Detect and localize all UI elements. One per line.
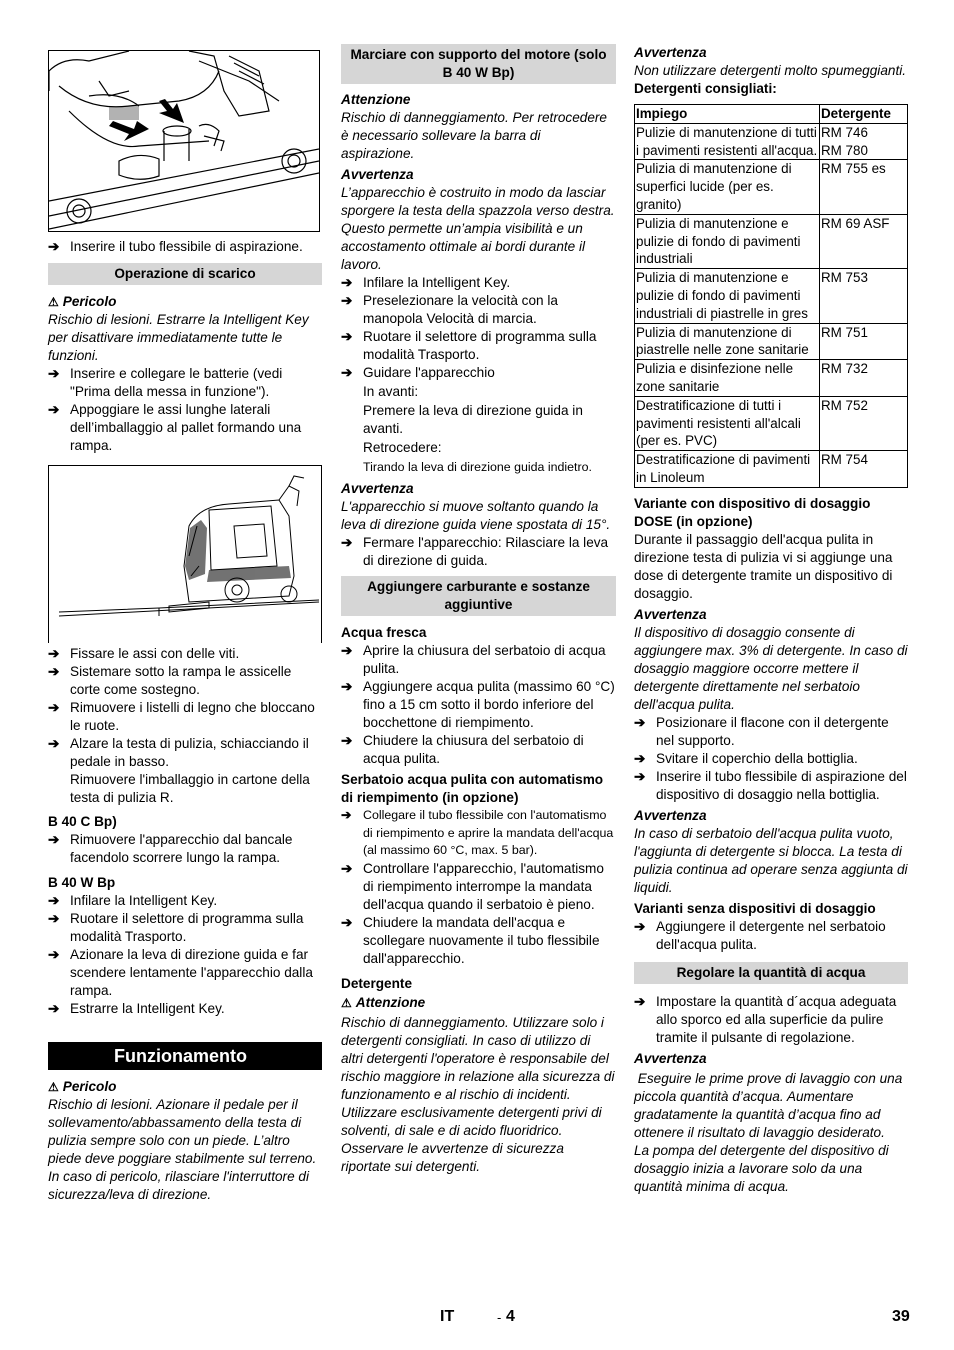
notice-text: Non utilizzare detergenti molto spumeggianti.: [634, 63, 907, 78]
step-b40w-key: ➔ Infilare la Intelligent Key.: [48, 893, 218, 908]
table-row: [635, 360, 908, 397]
cell-use: Pulizia di manutenzione di superfici lucide (per es. granito): [635, 160, 820, 214]
cell-detergent: RM 752: [820, 396, 908, 450]
step-program-selector: ➔ Ruotare il selettore di programma sulla modalità Trasporto.: [341, 329, 597, 362]
heading-water-quantity: Regolare la quantità di acqua: [634, 962, 908, 984]
notice4-text2: La pompa del detergente del dispositivo di dosaggio inizia a lavorare solo da una quantità minima di acqua.: [634, 1142, 889, 1194]
arrow-right-icon: ➔: [341, 329, 353, 344]
warning-triangle-icon: ⚠: [48, 295, 59, 309]
cell-detergent: RM 751: [820, 323, 908, 360]
page-number: 39: [892, 1308, 910, 1325]
arrow-right-icon: ➔: [341, 643, 353, 658]
footer-section-page: 4: [506, 1308, 515, 1325]
attention-text: Rischio di danneggiamento. Per retrocedere è necessario sollevare la barra di aspirazione.: [341, 110, 607, 161]
table-body: [635, 123, 908, 487]
arrow-right-icon: ➔: [48, 700, 60, 715]
notice2-text: L'apparecchio si muove soltanto quando la leva di direzione guida viene spostata di 15°.: [341, 499, 611, 532]
cell-detergent: RM 753: [820, 269, 908, 323]
heading-b40w: B 40 W Bp: [48, 875, 116, 890]
arrow-right-icon: ➔: [48, 893, 60, 908]
danger2-text: Rischio di lesioni. Azionare il pedale per il sollevamento/abbassamento della testa di pulizia sempre solo con un piede. L’altro piede deve poggiare stabilmente sul terreno.: [48, 1097, 317, 1166]
notice2-label: Avvertenza: [341, 481, 414, 496]
arrow-right-icon: ➔: [341, 275, 353, 290]
step-b40w-remove-key: ➔ Estrarre la Intelligent Key.: [48, 1001, 225, 1016]
warning-triangle-icon: ⚠: [48, 1080, 59, 1094]
forward-label: In avanti:: [363, 384, 419, 399]
danger2-label-line: ⚠ Pericolo: [48, 1079, 117, 1094]
arrow-right-icon: ➔: [341, 535, 353, 550]
arrow-right-icon: ➔: [48, 239, 60, 254]
dose-text: Durante il passaggio dell'acqua pulita in direzione testa di pulizia vi si aggiunge una dose di detergente tramite un dispositivo di dosaggio.: [634, 531, 893, 601]
step-short-boards: ➔ Sistemare sotto la rampa le assicelle corte come sostegno.: [48, 664, 292, 697]
figure-suction-hose: [48, 50, 320, 232]
step-close-tank: ➔ Chiudere la chiusura del serbatoio di acqua pulita.: [341, 733, 584, 766]
heading-fresh-water: Acqua fresca: [341, 625, 427, 640]
notice-label: Avvertenza: [341, 167, 414, 182]
heading-b40c: B 40 C Bp): [48, 814, 117, 829]
attention2-text: Rischio di danneggiamento. Utilizzare solo i detergenti consigliati. In caso di utilizzo di altri detergenti l'operatore è responsabile del rischio maggiore in relazione alla sicurezza di funzionamento e al rischio di incidenti.: [341, 1014, 615, 1102]
cell-detergent: RM 755 es: [820, 160, 908, 214]
step-check-device: ➔ Controllare l'apparecchio, l'automatismo di riempimento interrompe la mandata dell'acqua quando il serbatoio è pieno.: [341, 860, 604, 912]
cell-use: Pulizie di manutenzione di tutti i pavimenti resistenti all'acqua.: [635, 123, 820, 160]
danger2-text2: In caso di pericolo, rilasciare l'interruttore di sicurezza/leva di direzione.: [48, 1169, 309, 1202]
step-insert-dose-hose: ➔ Inserire il tubo flessibile di aspirazione del dispositivo di dosaggio nella bottiglia.: [634, 768, 907, 802]
forward-text: Premere la leva di direzione guida in avanti.: [363, 403, 583, 436]
step-batteries: ➔ Inserire e collegare le batterie (vedi "Prima della messa in funzione").: [48, 366, 283, 399]
arrow-right-icon: ➔: [48, 736, 60, 751]
column-3: [634, 44, 908, 1196]
cell-use: Pulizia di manutenzione di piastrelle nelle zone sanitarie: [635, 323, 820, 360]
attention2-text3: Osservare le avvertenze di sicurezza riportate sui detergenti.: [341, 1140, 564, 1174]
cell-use: Destratificazione di tutti i pavimenti resistenti all'alcali (per es. PVC): [635, 396, 820, 450]
cell-use: Destratificazione di pavimenti in Linoleum: [635, 451, 820, 488]
cell-detergent: RM 69 ASF: [820, 214, 908, 268]
suction-hose-illustration: [49, 51, 319, 231]
arrow-right-icon: ➔: [341, 679, 353, 694]
reverse-text: Tirando la leva di direzione guida indietro.: [363, 460, 592, 474]
step-set-water: ➔ Impostare la quantità d´acqua adeguata allo sporco ed alla superficie da pulire tramite il pulsante di regolazione.: [634, 993, 897, 1045]
table-row: [635, 123, 908, 160]
heading-recommended: Detergenti consigliati:: [634, 81, 777, 96]
step-position-bottle: ➔ Posizionare il flacone con il detergente nel supporto.: [634, 714, 889, 748]
heading-no-dose: Varianti senza dispositivi di dosaggio: [634, 900, 876, 916]
footer-dash: -: [497, 1310, 502, 1325]
cell-detergent: RM 732: [820, 360, 908, 397]
arrow-right-icon: ➔: [341, 365, 353, 380]
heading-detergent: Detergente: [341, 975, 413, 991]
step-connect-hose: ➔ Collegare il tubo flessibile con l'automatismo di riempimento e aprire la mandata dell'acqua (al massimo 60 °C, max. 5 bar).: [341, 808, 614, 857]
column-1: [48, 44, 322, 1204]
step-insert-key: ➔ Infilare la Intelligent Key.: [341, 275, 511, 290]
arrow-right-icon: ➔: [48, 646, 60, 661]
notice3-label: Avvertenza: [634, 807, 707, 823]
detergent-table: [634, 104, 908, 488]
cell-detergent: RM 754: [820, 451, 908, 488]
step-insert-hose: ➔ Inserire il tubo flessibile di aspirazione.: [48, 239, 303, 254]
cell-use: Pulizia di manutenzione e pulizie di fondo di pavimenti industriali di piastrelle in gres: [635, 269, 820, 323]
step-b40w-lever: ➔ Azionare la leva di direzione guida e far scendere lentamente l'apparecchio dalla rampa.: [48, 947, 313, 998]
arrow-right-icon: ➔: [48, 1001, 60, 1016]
attention-label: Attenzione: [341, 92, 411, 107]
arrow-right-icon: ➔: [341, 733, 353, 748]
arrow-right-icon: ➔: [341, 860, 353, 876]
arrow-right-icon: ➔: [341, 808, 352, 822]
notice3-text: In caso di serbatoio dell'acqua pulita vuoto, l'aggiunta di detergente si blocca. La testa di pulizia continua ad operare senza aggiunta di liquidi.: [634, 825, 908, 895]
column-header-use: Impiego: [635, 105, 820, 124]
cell-use: Pulizia di manutenzione e pulizie di fondo di pavimenti industriali: [635, 214, 820, 268]
heading-motor-support: Marciare con supporto del motore (solo B 40 W Bp): [341, 44, 616, 84]
cell-use: Pulizia e disinfezione nelle zone sanitarie: [635, 360, 820, 397]
notice4-label: Avvertenza: [634, 1050, 707, 1066]
notice4-text: Eseguire le prime prove di lavaggio con una piccola quantità d’acqua. Aumentare gradatamente la quantità d’acqua fino ad ottenere il risultato di lavaggio desiderato.: [634, 1070, 907, 1140]
step-remove-cardboard: Rimuovere l'imballaggio in cartone della testa di pulizia R.: [70, 772, 310, 805]
step-close-supply: ➔ Chiudere la mandata dell'acqua e scollegare nuovamente il tubo flessibile dall'apparecchio.: [341, 914, 600, 966]
step-drive: ➔ Guidare l'apparecchio: [341, 365, 495, 380]
attention2-label-line: ⚠ Attenzione: [341, 994, 426, 1010]
table-row: [635, 451, 908, 488]
machine-on-ramp-illustration: [49, 466, 321, 642]
arrow-right-icon: ➔: [48, 947, 60, 962]
step-raise-head: ➔ Alzare la testa di pulizia, schiacciando il pedale in basso.: [48, 736, 309, 769]
arrow-right-icon: ➔: [48, 664, 60, 679]
column-2: [341, 44, 616, 1176]
notice-text: L’apparecchio è costruito in modo da lasciar sporgere la testa della spazzola verso destra. Questo permette un’ampia visibilità e un accostamento ottimale ai bordi durante il lavoro.: [341, 185, 615, 272]
heading-dose: Variante con dispositivo di dosaggio DOSE (in opzione): [634, 495, 871, 529]
arrow-right-icon: ➔: [341, 914, 353, 930]
arrow-right-icon: ➔: [48, 402, 60, 417]
table-row: [635, 160, 908, 214]
notice-label: Avvertenza: [634, 45, 707, 60]
notice2-text: Il dispositivo di dosaggio consente di aggiungere max. 3% di detergente. In caso di dosaggio maggiore occorre mettere il detergente direttamente nel serbatoio dell'acqua pulita.: [634, 624, 908, 712]
cell-detergent: RM 746 RM 780: [820, 123, 908, 160]
footer-language: IT: [440, 1308, 455, 1325]
step-add-water: ➔ Aggiungere acqua pulita (massimo 60 °C) fino a 15 cm sotto il bordo inferiore del bocchettone di riempimento.: [341, 679, 615, 730]
figure-machine-ramp: [48, 465, 322, 643]
step-open-tank: ➔ Aprire la chiusura del serbatoio di acqua pulita.: [341, 643, 606, 676]
danger-label-line: ⚠ Pericolo: [48, 294, 117, 309]
arrow-right-icon: ➔: [634, 993, 646, 1009]
heading-discharge: Operazione di scarico: [48, 263, 322, 285]
table-row: [635, 323, 908, 360]
arrow-right-icon: ➔: [634, 714, 646, 730]
arrow-right-icon: ➔: [48, 832, 60, 847]
step-add-detergent: ➔ Aggiungere il detergente nel serbatoio dell'acqua pulita.: [634, 918, 886, 952]
arrow-right-icon: ➔: [634, 918, 646, 934]
table-row: [635, 214, 908, 268]
heading-operation: Funzionamento: [48, 1042, 322, 1070]
step-stop: ➔ Fermare l'apparecchio: Rilasciare la leva di direzione di guida.: [341, 535, 609, 568]
attention2-text2: Utilizzare esclusivamente detergenti privi di solventi, di sale e di acido fluoridrico.: [341, 1104, 602, 1138]
arrow-right-icon: ➔: [48, 911, 60, 926]
step-unscrew-cap: ➔ Svitare il coperchio della bottiglia.: [634, 750, 858, 766]
step-speed: ➔ Preselezionare la velocità con la manopola Velocità di marcia.: [341, 293, 558, 326]
heading-auto-fill: Serbatoio acqua pulita con automatismo di riempimento (in opzione): [341, 772, 604, 805]
table-row: [635, 269, 908, 323]
notice2-label: Avvertenza: [634, 606, 707, 622]
arrow-right-icon: ➔: [48, 366, 60, 381]
step-b40c-slide: ➔ Rimuovere l'apparecchio dal bancale facendolo scorrere lungo la rampa.: [48, 832, 293, 865]
danger-text: Rischio di lesioni. Estrarre la Intelligent Key per disattivare immediatamente tutte le funzioni.: [48, 312, 309, 363]
step-screws: ➔ Fissare le assi con delle viti.: [48, 646, 240, 661]
step-b40w-selector: ➔ Ruotare il selettore di programma sulla modalità Trasporto.: [48, 911, 304, 944]
warning-triangle-icon: ⚠: [341, 995, 352, 1010]
table-header-row: [635, 105, 908, 124]
step-wooden-strips: ➔ Rimuovere i listelli di legno che bloccano le ruote.: [48, 700, 315, 733]
reverse-label: Retrocedere:: [363, 440, 442, 455]
table-row: [635, 396, 908, 450]
arrow-right-icon: ➔: [634, 768, 646, 784]
arrow-right-icon: ➔: [634, 750, 646, 766]
heading-fuel: Aggiungere carburante e sostanze aggiuntive: [341, 576, 616, 616]
step-ramp: ➔ Appoggiare le assi lunghe laterali dell’imballaggio al pallet formando una rampa.: [48, 402, 302, 453]
arrow-right-icon: ➔: [341, 293, 353, 308]
column-header-detergent: Detergente: [820, 105, 908, 124]
